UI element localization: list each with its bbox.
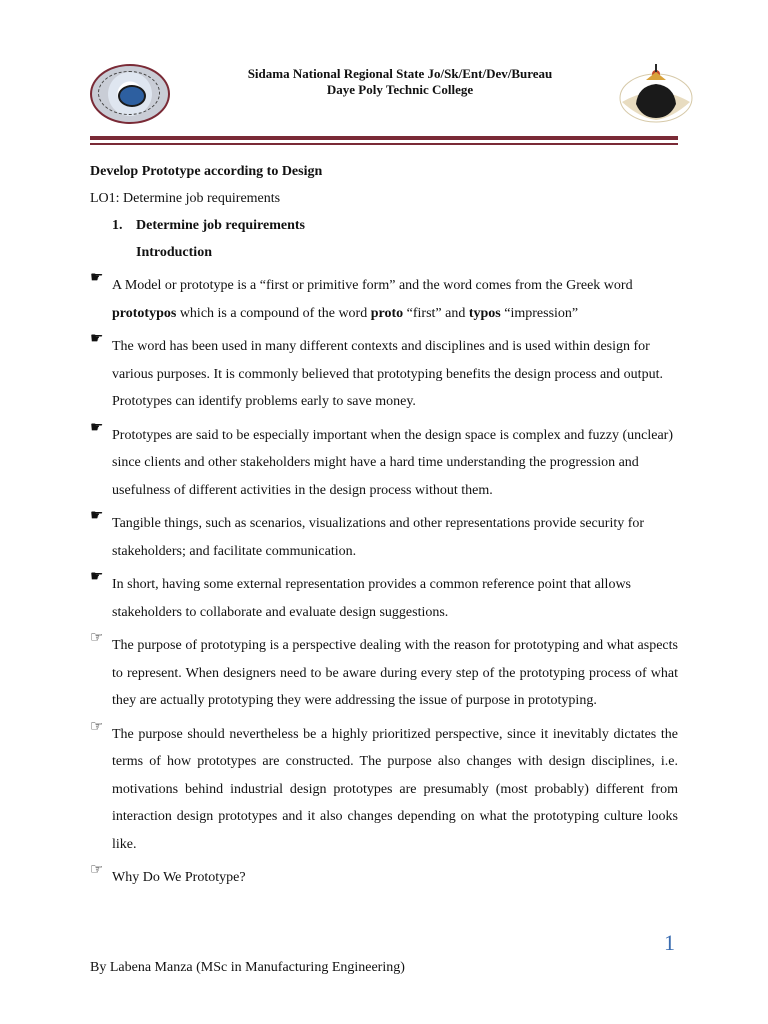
document-title: Develop Prototype according to Design	[90, 164, 323, 179]
header-line-2: Daye Poly Technic College	[326, 82, 474, 97]
bullet-text: The word has been used in many different contexts and disciplines and is used within design for various purposes. It is commonly believed that prototyping benefits the design process and output. Prototypes can identify problems early to save money.	[112, 339, 663, 409]
bullet-text: The purpose should nevertheless be a highly prioritized perspective, since it inevitably dictates the terms of how prototypes are constructed. The purpose also changes with design disciplines, i.e. motivations behind industrial design prototypes are presumably (most probably) different from interaction design prototypes and it also changes depending on what the prototyping culture looks like.	[112, 726, 678, 852]
bullet-text: The purpose of prototyping is a perspective dealing with the reason for prototyping and what aspects to represent. When designers need to be aware during every step of the prototyping process of what they are actually prototyping they were addressing the issue of purpose in prototyping.	[112, 638, 678, 708]
bullet-text: Why Do We Prototype?	[112, 870, 246, 885]
bullet-item	[90, 860, 678, 892]
introduction-heading: Introduction	[136, 245, 212, 260]
seal-center	[118, 85, 146, 107]
header-rule-thick	[90, 136, 678, 140]
bullet-item	[90, 628, 678, 715]
pointing-hand-icon: ☛	[90, 268, 104, 286]
bullet-text-bold: proto	[370, 305, 404, 321]
bullet-item	[90, 268, 678, 327]
header-line-1: Sidama National Regional State Jo/Sk/Ent/Dev/Bureau	[247, 66, 553, 81]
bullet-item	[90, 506, 678, 565]
pointing-hand-icon: ☛	[90, 506, 104, 524]
bullet-item	[90, 716, 678, 859]
college-emblem-logo	[612, 62, 704, 124]
pointing-hand-icon: ☛	[90, 329, 104, 347]
college-seal-logo	[90, 64, 170, 124]
header-rule-thin	[90, 143, 678, 145]
bullet-item	[90, 329, 678, 416]
section-number: 1.	[112, 218, 123, 233]
bullet-text: Prototypes are said to be especially important when the design space is complex and fuzzy (unclear) since clients and other stakeholders might have a hard time understanding the progression and usefulness of different activities in the design process without them.	[112, 427, 673, 498]
pointing-hand-icon: ☛	[90, 417, 104, 436]
document-body	[90, 158, 678, 892]
pointing-hand-icon: ☛	[90, 567, 104, 585]
section-heading	[90, 212, 678, 239]
open-pointing-hand-icon: ☞	[90, 628, 104, 646]
open-pointing-hand-icon: ☞	[90, 716, 104, 735]
section-title: Determine job requirements	[136, 218, 305, 233]
bullet-text: In short, having some external representation provides a common reference point that allows stakeholders to collaborate and evaluate design suggestions.	[112, 577, 631, 620]
bullet-text-part: which is a compound of the word	[176, 305, 371, 321]
bullet-text-bold: prototypos	[112, 305, 177, 321]
page-number: 1	[664, 930, 675, 955]
bullet-text-part: “impression”	[500, 305, 579, 321]
bullet-item	[90, 417, 678, 505]
bullet-item	[90, 567, 678, 626]
bullet-text-part: “first” and	[403, 305, 469, 321]
bullet-text-part: A Model or prototype is a “first or primitive form” and the word comes from the Greek word	[112, 278, 633, 293]
header-title	[190, 66, 610, 98]
bullet-text: Tangible things, such as scenarios, visualizations and other representations provide security for stakeholders; and facilitate communication.	[112, 516, 645, 559]
learning-outcome: LO1: Determine job requirements	[90, 191, 281, 206]
bullet-text-bold: typos	[468, 305, 501, 321]
open-pointing-hand-icon: ☞	[90, 860, 104, 878]
bullet-text	[112, 272, 678, 327]
page-footer: By Labena Manza (MSc in Manufacturing Engineering)	[90, 960, 405, 975]
page-header	[0, 0, 768, 150]
